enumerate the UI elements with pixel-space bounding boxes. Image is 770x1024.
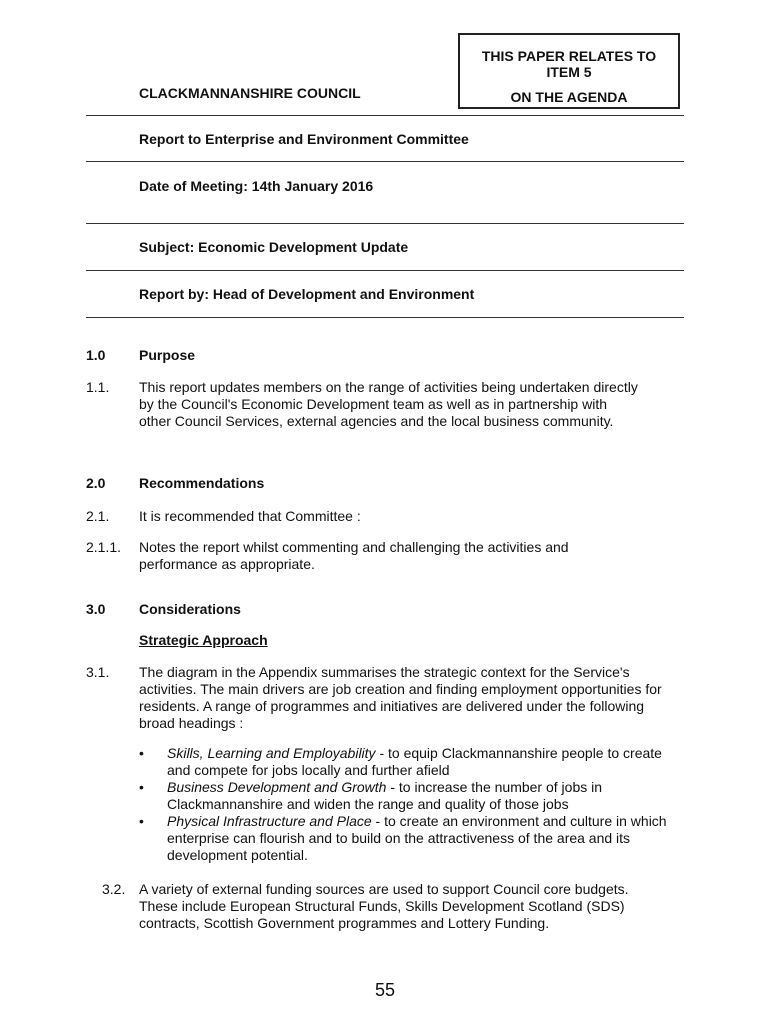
divider (86, 317, 684, 318)
meeting-date: Date of Meeting: 14th January 2016 (139, 178, 374, 194)
agenda-item-box (458, 33, 680, 109)
list-item (139, 813, 684, 864)
list-item (139, 745, 684, 779)
agenda-box-line-1: THIS PAPER RELATES TO (481, 48, 657, 64)
subject: Subject: Economic Development Update (139, 239, 409, 255)
bullet-icon: • (139, 745, 144, 761)
paragraph-2-1-1-number: 2.1.1. (86, 539, 122, 555)
list-item-term: Business Development and Growth (167, 779, 387, 795)
divider (86, 270, 684, 271)
divider (86, 115, 684, 116)
paragraph-3-2-number: 3.2. (102, 881, 126, 897)
paragraph-3-2: A variety of external funding sources are used to support Council core budgets. These include European Structural Funds, Skills Development Scotland (SDS) contracts, Scottish Government programmes and Lottery Funding. (139, 881, 629, 931)
list-item-text: - to increase the number of jobs in Clackmannanshire and widen the range and quality of those jobs (167, 779, 603, 812)
section-1-title: Purpose (139, 347, 196, 363)
paragraph-2-1-1: Notes the report whilst commenting and challenging the activities and performance as appropriate. (139, 539, 569, 572)
divider (86, 161, 684, 162)
paragraph-2-1: It is recommended that Committee : (139, 508, 361, 524)
list-item-text: - to equip Clackmannanshire people to create and compete for jobs locally and further afield (167, 745, 662, 778)
report-by: Report by: Head of Development and Environment (139, 286, 475, 302)
section-1-number: 1.0 (86, 347, 106, 363)
section-3-title: Considerations (139, 601, 241, 617)
page-number: 55 (374, 980, 396, 1000)
bullet-icon: • (139, 813, 144, 829)
bullet-icon: • (139, 779, 144, 795)
paragraph-3-1-number: 3.1. (86, 664, 110, 680)
paragraph-1-1-number: 1.1. (86, 379, 110, 395)
paragraph-1-1: This report updates members on the range of activities being undertaken directly by the Council's Economic Development team as well as in partnership with other Council Services, external agencies and the local business community. (139, 379, 638, 429)
section-3-number: 3.0 (86, 601, 106, 617)
council-name: CLACKMANNANSHIRE COUNCIL (139, 85, 361, 101)
paragraph-2-1-number: 2.1. (86, 508, 110, 524)
list-item-term: Physical Infrastructure and Place (167, 813, 372, 829)
list-item-text: - to create an environment and culture in which enterprise can flourish and to build on the attractiveness of the area and its development potential. (167, 813, 667, 863)
agenda-box-line-3: ON THE AGENDA (510, 89, 628, 105)
section-2-title: Recommendations (139, 475, 265, 491)
list-item-term: Skills, Learning and Employability (167, 745, 376, 761)
section-2-number: 2.0 (86, 475, 106, 491)
subheading-strategic-approach: Strategic Approach (139, 632, 268, 648)
report-to: Report to Enterprise and Environment Committee (139, 131, 469, 147)
list-item (139, 779, 684, 813)
paragraph-3-1: The diagram in the Appendix summarises the strategic context for the Service's activities. The main drivers are job creation and finding employment opportunities for residents. A range of programmes and initiatives are delivered under the following broad headings : (139, 664, 662, 731)
headings-list (139, 745, 684, 864)
agenda-box-line-2: ITEM 5 (546, 64, 592, 80)
divider (86, 223, 684, 224)
